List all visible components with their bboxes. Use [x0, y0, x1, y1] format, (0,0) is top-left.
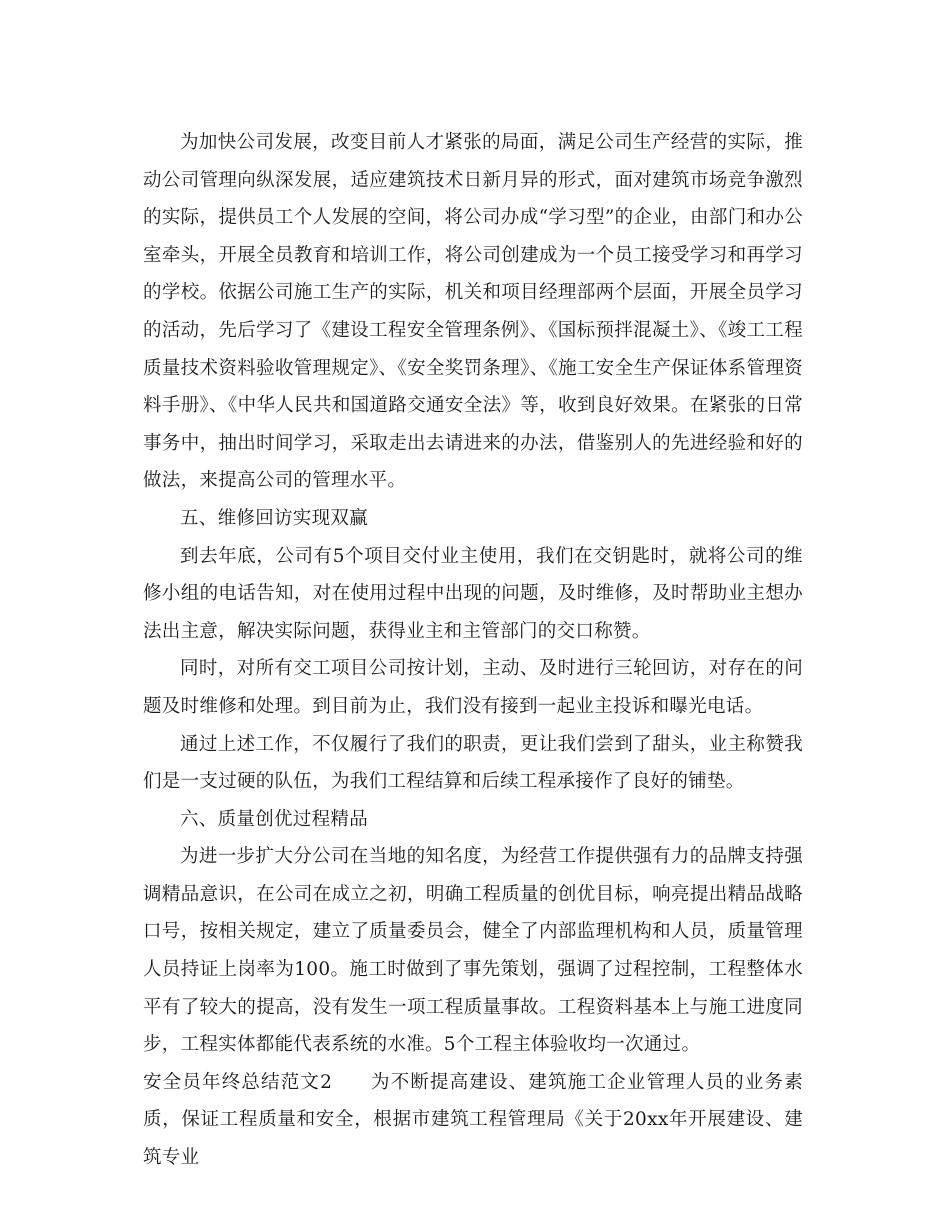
- paragraph-revisit: 同时，对所有交工项目公司按计划，主动、及时进行三轮回访，对存在的问题及时维修和处理。到目前为止，我们没有接到一起业主投诉和曝光电话。: [143, 658, 803, 717]
- summary-text: 为不断提高建设、建筑施工企业管理人员的业务素质，保证工程质量和安全，根据市建筑工程管理局《关于20xx年开展建设、建筑专业: [143, 1071, 803, 1169]
- document-body: [143, 124, 803, 1177]
- heading-quality: 六、质量创优过程精品: [180, 808, 369, 830]
- paragraph-summary-2: [143, 1064, 803, 1177]
- summary-title: 安全员年终总结范文2: [143, 1071, 333, 1093]
- paragraph-handover: 到去年底，公司有5个项目交付业主使用，我们在交钥匙时，就将公司的维修小组的电话告知，对在使用过程中出现的问题，及时维修，及时帮助业主想办法出主意，解决实际问题，获得业主和主管部门的交口称赞。: [143, 545, 803, 642]
- heading-maintenance-revisit: 五、维修回访实现双赢: [180, 507, 369, 529]
- paragraph-learning: 为加快公司发展，改变目前人才紧张的局面，满足公司生产经营的实际，推动公司管理向纵深发展，适应建筑技术日新月异的形式，面对建筑市场竞争激烈的实际，提供员工个人发展的空间，将公司办成“学习型”的企业，由部门和办公室牵头，开展全员教育和培训工作，将公司创建成为一个员工接受学习和再学习的学校。依据公司施工生产的实际，机关和项目经理部两个层面，开展全员学习的活动，先后学习了《建设工程安全管理条例》、《国标预拌混凝土》、《竣工工程质量技术资料验收管理规定》、《安全奖罚条理》、《施工安全生产保证体系管理资料手册》、《中华人民共和国道路交通安全法》等，收到良好效果。在紧张的日常事务中，抽出时间学习，采取走出去请进来的办法，借鉴别人的先进经验和好的做法，来提高公司的管理水平。: [143, 132, 803, 492]
- paragraph-results: 通过上述工作，不仅履行了我们的职责，更让我们尝到了甜头，业主称赞我们是一支过硬的队伍，为我们工程结算和后续工程承接作了良好的铺垫。: [143, 733, 803, 793]
- paragraph-quality: 为进一步扩大分公司在当地的知名度，为经营工作提供强有力的品牌支持强调精品意识，在公司在成立之初，明确工程质量的创优目标，响亮提出精品战略口号，按相关规定，建立了质量委员会，健全了内部监理机构和人员，质量管理人员持证上岗率为100。施工时做到了事先策划，强调了过程控制，工程整体水平有了较大的提高，没有发生一项工程质量事故。工程资料基本上与施工进度同步，工程实体都能代表系统的水准。5个工程主体验收均一次通过。: [143, 846, 803, 1056]
